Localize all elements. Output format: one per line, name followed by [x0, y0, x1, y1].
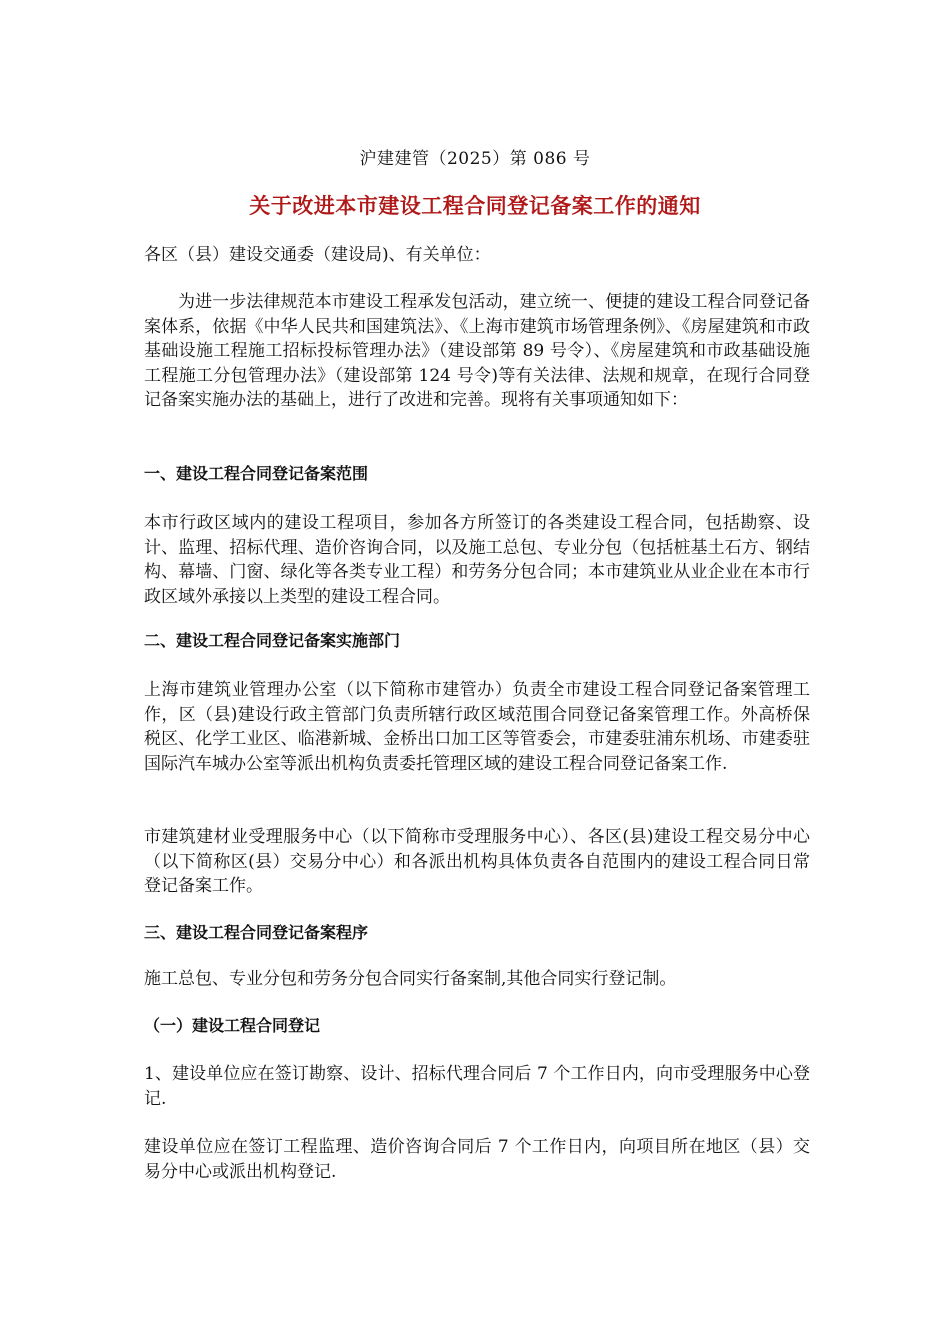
section-heading-scope: 一、建设工程合同登记备案范围: [144, 464, 369, 483]
document-title: 关于改进本市建设工程合同登记备案工作的通知: [249, 194, 701, 218]
addressee: 各区（县）建设交通委（建设局)、有关单位：: [144, 245, 491, 265]
section-heading-departments: 二、建设工程合同登记备案实施部门: [144, 631, 401, 650]
document-number: 沪建建管（2025）第 086 号: [359, 149, 591, 169]
departments-paragraph-1: 上海市建筑业管理办公室（以下简称市建管办）负责全市建设工程合同登记备案管理工作，区（县)建设行政主管部门负责所辖行政区域范围合同登记备案管理工作。外高桥保税区、化学工业区、临港新城、金桥出口加工区等管委会，市建委驻浦东机场、市建委驻国际汽车城办公室等派出机构负责委托管理区域的建设工程合同登记备案工作.: [144, 680, 810, 774]
scope-paragraph: 本市行政区域内的建设工程项目，参加各方所签订的各类建设工程合同，包括勘察、设计、监理、招标代理、造价咨询合同，以及施工总包、专业分包（包括桩基土石方、钢结构、幕墙、门窗、绿化等各类专业工程）和劳务分包合同；本市建筑业从业企业在本市行政区域外承接以上类型的建设工程合同。: [144, 513, 810, 607]
subsection-heading-registration: （一）建设工程合同登记: [144, 1016, 321, 1035]
intro-paragraph: 为进一步法律规范本市建设工程承发包活动，建立统一、便捷的建设工程合同登记备案体系，依据《中华人民共和国建筑法》、《上海市建筑市场管理条例》、《房屋建筑和市政基础设施工程施工招标投标管理办法》（建设部第 89 号令）、《房屋建筑和市政基础设施工程施工分包管理办法》（建设部第 124 号令)等有关法律、法规和规章，在现行合同登记备案实施办法的基础上，进行了改进和完善。现将有关事项通知如下：: [144, 292, 810, 410]
departments-paragraph-2: 市建筑建材业受理服务中心（以下简称市受理服务中心）、各区(县)建设工程交易分中心（以下简称区(县）交易分中心）和各派出机构具体负责各自范围内的建设工程合同日常登记备案工作。: [144, 827, 810, 896]
registration-item-1b: 建设单位应在签订工程监理、造价咨询合同后 7 个工作日内，向项目所在地区（县）交易分中心或派出机构登记.: [144, 1137, 810, 1182]
registration-item-1: 1、建设单位应在签订勘察、设计、招标代理合同后 7 个工作日内，向市受理服务中心登记.: [144, 1064, 810, 1109]
section-heading-procedure: 三、建设工程合同登记备案程序: [144, 923, 369, 942]
procedure-paragraph: 施工总包、专业分包和劳务分包合同实行备案制,其他合同实行登记制。: [144, 969, 677, 989]
